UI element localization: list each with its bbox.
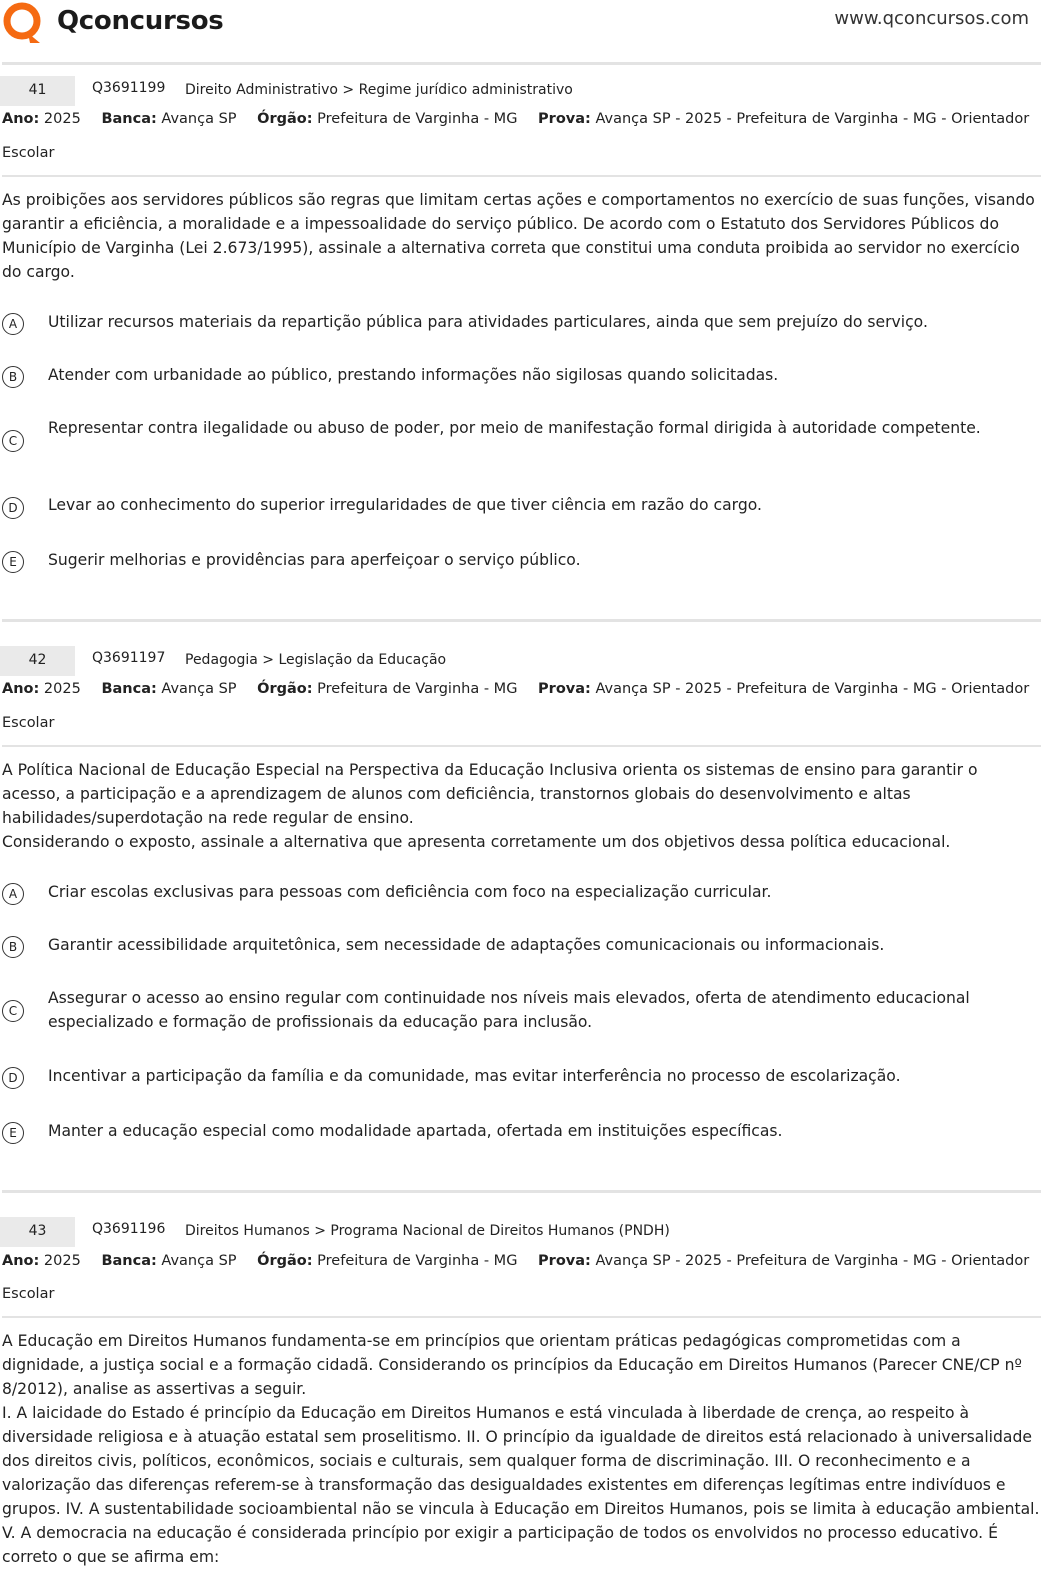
site-url[interactable]: www.qconcursos.com — [834, 8, 1029, 29]
option-text[interactable]: Criar escolas exclusivas para pessoas com deficiência com foco na especialização curricular. — [48, 883, 772, 901]
option-text[interactable]: Incentivar a participação da família e da comunidade, mas evitar interferência no processo de escolarização. — [48, 1067, 901, 1085]
meta-label-ano: Ano: — [2, 1253, 40, 1269]
option-letter-e[interactable]: E — [2, 1122, 24, 1144]
meta-banca[interactable]: Avança SP — [161, 111, 237, 127]
question-statement — [2, 188, 1040, 284]
meta-label-ano: Ano: — [2, 681, 40, 697]
option-text[interactable]: Representar contra ilegalidade ou abuso de poder, por meio de manifestação formal dirigida à autoridade competente. — [48, 419, 981, 437]
option-text[interactable]: Sugerir melhorias e providências para aperfeiçoar o serviço público. — [48, 551, 581, 569]
question-code[interactable]: Q3691199 — [92, 80, 166, 96]
meta-prova-continuation: Escolar — [2, 715, 55, 731]
meta-label-orgao: Órgão: — [257, 681, 313, 697]
meta-divider — [2, 745, 1041, 747]
meta-orgao[interactable]: Prefeitura de Varginha - MG — [317, 681, 518, 697]
question-statement — [2, 758, 1040, 854]
option-letter-a[interactable]: A — [2, 313, 24, 335]
question-divider — [2, 62, 1041, 65]
question-meta — [2, 1253, 1043, 1269]
option-letter-e[interactable]: E — [2, 551, 24, 573]
meta-label-banca: Banca: — [101, 1253, 157, 1269]
meta-divider — [2, 1316, 1041, 1318]
option-letter-d[interactable]: D — [2, 497, 24, 519]
question-statement — [2, 1329, 1040, 1569]
meta-label-banca: Banca: — [101, 681, 157, 697]
meta-orgao[interactable]: Prefeitura de Varginha - MG — [317, 1253, 518, 1269]
logo-text[interactable]: Qconcursos — [57, 6, 224, 36]
option-text[interactable]: Atender com urbanidade ao público, prestando informações não sigilosas quando solicitadas. — [48, 366, 779, 384]
option-letter-b[interactable]: B — [2, 366, 24, 388]
question-code[interactable]: Q3691196 — [92, 1221, 166, 1237]
question-divider — [2, 619, 1041, 622]
question-subject[interactable]: Direito Administrativo > Regime jurídico administrativo — [185, 82, 573, 98]
meta-ano: 2025 — [43, 111, 81, 127]
meta-label-ano: Ano: — [2, 111, 40, 127]
option-letter-d[interactable]: D — [2, 1067, 24, 1089]
meta-label-prova: Prova: — [538, 111, 591, 127]
statement-paragraph: I. A laicidade do Estado é princípio da Educação em Direitos Humanos e está vinculada à liberdade de crença, ao respeito à diversidade religiosa e à atuação estatal sem proselitismo. II. O princípio da igualdade de direitos está relacionado à universalidade dos direitos civis, políticos, econômicos, sociais e culturais, sem qualquer forma de discriminação. III. O reconhecimento e a valorização das diferenças referem-se à transformação das desigualdades existentes em diferenças legítimas entre indivíduos e grupos. IV. A sustentabilidade socioambiental não se vincula à Educação em Direitos Humanos, pois se limita à educação ambiental. V. A democracia na educação é considerada princípio por exigir a participação de todos os envolvidos no processo educativo. É correto o que se afirma em: — [2, 1404, 1040, 1566]
meta-prova[interactable]: Avança SP - 2025 - Prefeitura de Varginha - MG - Orientador — [595, 111, 1030, 127]
option-text[interactable]: Garantir acessibilidade arquitetônica, sem necessidade de adaptações comunicacionais ou informacionais. — [48, 936, 885, 954]
meta-ano: 2025 — [43, 681, 81, 697]
statement-paragraph: A Educação em Direitos Humanos fundamenta-se em princípios que orientam práticas pedagógicas comprometidas com a dignidade, a justiça social e a formação cidadã. Considerando os princípios da Educação em Direitos Humanos (Parecer CNE/CP nº 8/2012), analise as assertivas a seguir. — [2, 1332, 1022, 1398]
option-text[interactable]: Levar ao conhecimento do superior irregularidades de que tiver ciência em razão do cargo. — [48, 496, 762, 514]
question-subject[interactable]: Pedagogia > Legislação da Educação — [185, 652, 447, 668]
page-header — [0, 0, 1043, 48]
meta-label-prova: Prova: — [538, 1253, 591, 1269]
option-text[interactable]: Assegurar o acesso ao ensino regular com continuidade nos níveis mais elevados, oferta de atendimento educacional especializado e formação de profissionais da educação para inclusão. — [48, 989, 970, 1031]
meta-prova-continuation: Escolar — [2, 145, 55, 161]
qconcursos-logo-icon[interactable] — [0, 0, 48, 46]
question-subject[interactable]: Direitos Humanos > Programa Nacional de Direitos Humanos (PNDH) — [185, 1223, 670, 1239]
meta-label-orgao: Órgão: — [257, 1253, 313, 1269]
question-meta — [2, 111, 1043, 127]
question-divider — [2, 1190, 1041, 1193]
option-letter-a[interactable]: A — [2, 883, 24, 905]
option-text[interactable]: Utilizar recursos materiais da repartição pública para atividades particulares, ainda que sem prejuízo do serviço. — [48, 313, 928, 331]
meta-prova[interactable]: Avança SP - 2025 - Prefeitura de Varginha - MG - Orientador — [595, 681, 1030, 697]
meta-banca[interactable]: Avança SP — [161, 1253, 237, 1269]
option-text[interactable]: Manter a educação especial como modalidade apartada, ofertada em instituições específicas. — [48, 1122, 783, 1140]
question-meta — [2, 681, 1043, 697]
meta-prova[interactable]: Avança SP - 2025 - Prefeitura de Varginha - MG - Orientador — [595, 1253, 1030, 1269]
meta-prova-continuation: Escolar — [2, 1286, 55, 1302]
question-number: 41 — [0, 76, 75, 106]
question-number: 43 — [0, 1217, 75, 1247]
meta-orgao[interactable]: Prefeitura de Varginha - MG — [317, 111, 518, 127]
statement-paragraph: Considerando o exposto, assinale a alternativa que apresenta corretamente um dos objetivos dessa política educacional. — [2, 833, 951, 851]
meta-label-prova: Prova: — [538, 681, 591, 697]
meta-banca[interactable]: Avança SP — [161, 681, 237, 697]
option-letter-b[interactable]: B — [2, 936, 24, 958]
meta-ano: 2025 — [43, 1253, 81, 1269]
question-code[interactable]: Q3691197 — [92, 650, 166, 666]
meta-label-banca: Banca: — [101, 111, 157, 127]
meta-label-orgao: Órgão: — [257, 111, 313, 127]
statement-paragraph: A Política Nacional de Educação Especial na Perspectiva da Educação Inclusiva orienta os sistemas de ensino para garantir o acesso, a participação e a aprendizagem de alunos com deficiência, transtornos globais do desenvolvimento e altas habilidades/superdotação na rede regular de ensino. — [2, 761, 978, 827]
statement-paragraph: As proibições aos servidores públicos são regras que limitam certas ações e comportamentos no exercício de suas funções, visando garantir a eficiência, a moralidade e a impessoalidade do serviço público. De acordo com o Estatuto dos Servidores Públicos do Município de Varginha (Lei 2.673/1995), assinale a alternativa correta que constitui uma conduta proibida ao servidor no exercício do cargo. — [2, 191, 1035, 281]
option-letter-c[interactable]: C — [2, 430, 24, 452]
option-letter-c[interactable]: C — [2, 1000, 24, 1022]
meta-divider — [2, 175, 1041, 177]
question-number: 42 — [0, 646, 75, 676]
